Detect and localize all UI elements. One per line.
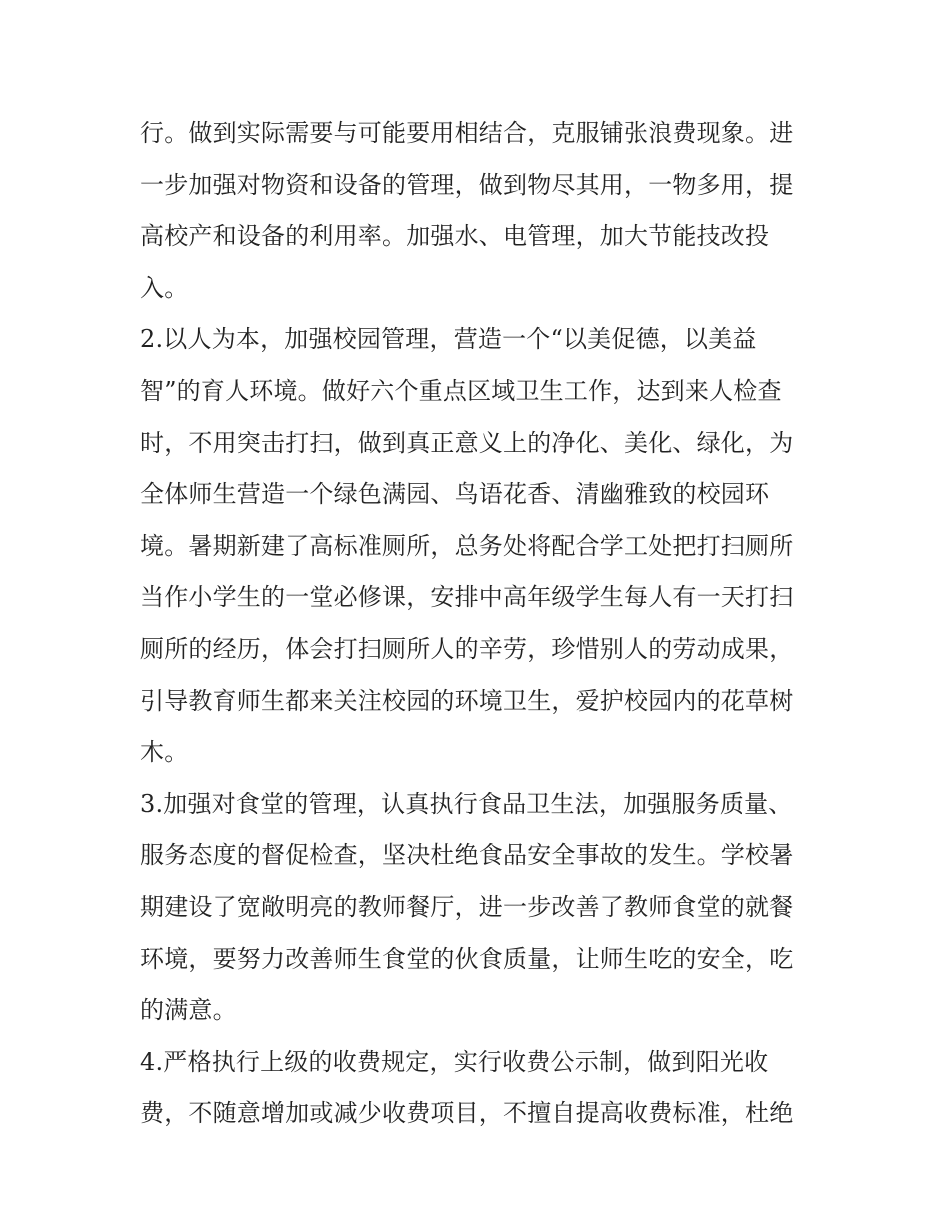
text-line: 时，不用突击打扫，做到真正意义上的净化、美化、绿化，为 xyxy=(140,428,794,457)
text-line: 费，不随意增加或减少收费项目，不擅自提高收费标准，杜绝 xyxy=(140,1099,794,1128)
text-line: 4.严格执行上级的收费规定，实行收费公示制，做到阳光收 xyxy=(140,1047,769,1076)
text-line: 2.以人为本，加强校园管理，营造一个“以美促德，以美益 xyxy=(140,325,757,354)
text-line: 高校产和设备的利用率。加强水、电管理，加大节能技改投 xyxy=(140,222,770,251)
text-line: 厕所的经历，体会打扫厕所人的辛劳，珍惜别人的劳动成果， xyxy=(140,634,794,663)
text-line: 的满意。 xyxy=(140,996,237,1025)
text-line: 3.加强对食堂的管理，认真执行食品卫生法，加强服务质量、 xyxy=(140,789,793,818)
text-line: 智”的育人环境。做好六个重点区域卫生工作，达到来人检查 xyxy=(140,376,782,405)
text-line: 引导教育师生都来关注校园的环境卫生，爱护校园内的花草树 xyxy=(140,686,794,715)
text-line: 境。暑期新建了高标准厕所，总务处将配合学工处把打扫厕所 xyxy=(140,531,794,560)
text-line: 环境，要努力改善师生食堂的伙食质量，让师生吃的安全，吃 xyxy=(140,944,794,973)
text-line: 一步加强对物资和设备的管理，做到物尽其用，一物多用，提 xyxy=(140,170,794,199)
text-line: 行。做到实际需要与可能要用相结合，克服铺张浪费现象。进 xyxy=(140,119,794,147)
text-line: 服务态度的督促检查，坚决杜绝食品安全事故的发生。学校暑 xyxy=(140,841,794,870)
text-line: 入。 xyxy=(140,273,189,302)
text-line: 期建设了宽敞明亮的教师餐厅，进一步改善了教师食堂的就餐 xyxy=(140,892,794,921)
text-line: 全体师生营造一个绿色满园、鸟语花香、清幽雅致的校园环 xyxy=(140,480,770,509)
text-line: 当作小学生的一堂必修课，安排中高年级学生每人有一天打扫 xyxy=(140,583,794,612)
body-text xyxy=(140,108,830,1140)
text-line: 木。 xyxy=(140,738,189,767)
